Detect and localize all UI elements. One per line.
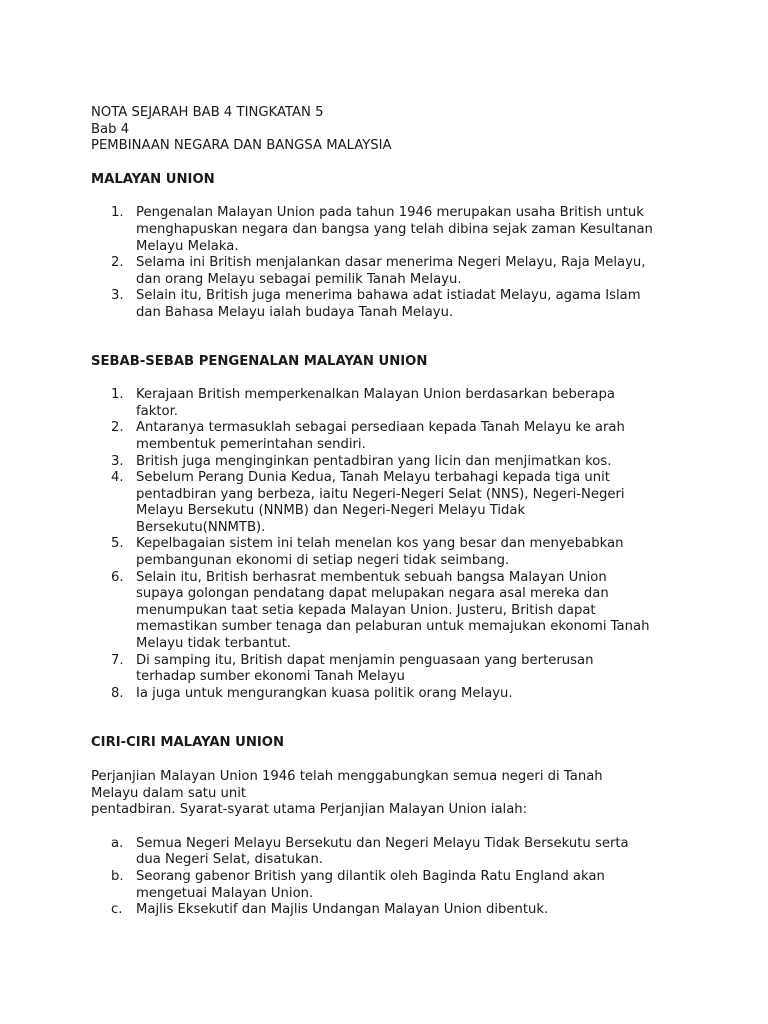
list-item-text: [136, 686, 691, 703]
list-item-text: [136, 869, 691, 902]
list-item-line: menumpukan taat setia kepada Malayan Union. Justeru, British dapat: [136, 602, 596, 618]
list-item-line: Antaranya termasuklah sebagai persediaan kepada Tanah Melayu ke arah: [136, 420, 625, 436]
list-marker: 7.: [111, 652, 124, 668]
numbered-list: [91, 205, 691, 321]
list-item-text: [136, 255, 691, 288]
document-header: [91, 105, 691, 155]
numbered-list: [91, 387, 691, 702]
list-item: [91, 869, 691, 902]
section-heading: SEBAB-SEBAB PENGENALAN MALAYAN UNION: [91, 353, 428, 369]
list-item-line: Pengenalan Malayan Union pada tahun 1946 merupakan usaha British untuk: [136, 205, 644, 221]
list-marker: 1.: [111, 205, 124, 221]
section-heading: MALAYAN UNION: [91, 171, 215, 187]
list-item: [91, 420, 691, 453]
list-item-line: Melayu tidak terbantut.: [136, 636, 292, 652]
list-item-line: membentuk pemerintahan sendiri.: [136, 436, 366, 452]
document-page: [91, 105, 691, 919]
list-item-line: Bersekutu(NNMTB).: [136, 519, 266, 535]
paragraph-line: pentadbiran. Syarat-syarat utama Perjanjian Malayan Union ialah:: [91, 802, 528, 818]
list-item-line: dan Bahasa Melayu ialah budaya Tanah Melayu.: [136, 304, 454, 320]
section-heading: CIRI-CIRI MALAYAN UNION: [91, 735, 285, 751]
list-item: [91, 836, 691, 869]
list-marker: c.: [111, 902, 123, 918]
lettered-list: [91, 836, 691, 919]
section-sebab-sebab: [91, 354, 691, 703]
paragraph-line: Melayu dalam satu unit: [91, 785, 247, 801]
list-item-line: Selain itu, British berhasrat membentuk sebuah bangsa Malayan Union: [136, 569, 607, 585]
list-item: [91, 653, 691, 686]
header-subtitle: PEMBINAAN NEGARA DAN BANGSA MALAYSIA: [91, 138, 392, 154]
list-item-line: pembangunan ekonomi di setiap negeri tidak seimbang.: [136, 553, 510, 569]
list-marker: 4.: [111, 470, 124, 486]
section-paragraph: [91, 769, 691, 819]
list-item-text: [136, 454, 691, 471]
list-item-line: Majlis Eksekutif dan Majlis Undangan Malayan Union dibentuk.: [136, 902, 549, 918]
header-title: NOTA SEJARAH BAB 4 TINGKATAN 5: [91, 105, 324, 120]
list-item-text: [136, 536, 691, 569]
list-item-line: menghapuskan negara dan bangsa yang telah dibina sejak zaman Kesultanan: [136, 221, 653, 237]
list-marker: b.: [111, 868, 124, 884]
list-marker: 5.: [111, 536, 124, 552]
list-item-line: supaya golongan pendatang dapat melupakan negara asal mereka dan: [136, 586, 609, 602]
list-item: [91, 387, 691, 420]
list-item: [91, 454, 691, 471]
section-malayan-union: [91, 172, 691, 322]
list-item-line: terhadap sumber ekonomi Tanah Melayu: [136, 669, 405, 685]
list-item: [91, 470, 691, 536]
list-item-text: [136, 902, 691, 919]
list-item-line: Melayu Bersekutu (NNMB) dan Negeri-Negeri Melayu Tidak: [136, 503, 526, 519]
list-marker: 6.: [111, 569, 124, 585]
list-marker: a.: [111, 835, 124, 851]
list-marker: 2.: [111, 420, 124, 436]
list-item: [91, 536, 691, 569]
list-marker: 2.: [111, 255, 124, 271]
list-item-text: [136, 570, 691, 653]
section-ciri-ciri: [91, 735, 691, 918]
list-item-text: [136, 420, 691, 453]
list-item-line: Melayu Melaka.: [136, 238, 239, 254]
list-item-line: memastikan sumber tenaga dan pelaburan untuk memajukan ekonomi Tanah: [136, 619, 650, 635]
list-marker: 3.: [111, 453, 124, 469]
list-item-line: Kepelbagaian sistem ini telah menelan kos yang besar dan menyebabkan: [136, 536, 624, 552]
list-item-line: pentadbiran yang berbeza, iaitu Negeri-Negeri Selat (NNS), Negeri-Negeri: [136, 486, 625, 502]
list-item-text: [136, 653, 691, 686]
list-item: [91, 288, 691, 321]
list-item-line: Ia juga untuk mengurangkan kuasa politik orang Melayu.: [136, 685, 513, 701]
list-item-line: British juga menginginkan pentadbiran yang licin dan menjimatkan kos.: [136, 453, 612, 469]
list-item-text: [136, 470, 691, 536]
list-item: [91, 686, 691, 703]
list-marker: 8.: [111, 685, 124, 701]
list-item-line: Seorang gabenor British yang dilantik oleh Baginda Ratu England akan: [136, 868, 605, 884]
list-item-text: [136, 387, 691, 420]
list-marker: 1.: [111, 387, 124, 403]
paragraph-line: Perjanjian Malayan Union 1946 telah menggabungkan semua negeri di Tanah: [91, 769, 603, 784]
list-item-line: Semua Negeri Melayu Bersekutu dan Negeri Melayu Tidak Bersekutu serta: [136, 835, 629, 851]
list-item-line: dan orang Melayu sebagai pemilik Tanah Melayu.: [136, 271, 462, 287]
list-item: [91, 255, 691, 288]
list-item-line: mengetuai Malayan Union.: [136, 885, 314, 901]
list-item-line: Selama ini British menjalankan dasar menerima Negeri Melayu, Raja Melayu,: [136, 255, 646, 271]
list-item-line: dua Negeri Selat, disatukan.: [136, 852, 324, 868]
list-item: [91, 205, 691, 255]
list-item: [91, 570, 691, 653]
list-item: [91, 902, 691, 919]
list-item-line: Di samping itu, British dapat menjamin penguasaan yang berterusan: [136, 652, 594, 668]
list-item-text: [136, 836, 691, 869]
list-item-line: Kerajaan British memperkenalkan Malayan Union berdasarkan beberapa: [136, 387, 615, 403]
list-item-line: Sebelum Perang Dunia Kedua, Tanah Melayu terbahagi kepada tiga unit: [136, 470, 610, 486]
list-item-text: [136, 288, 691, 321]
list-item-line: faktor.: [136, 403, 179, 419]
list-marker: 3.: [111, 288, 124, 304]
list-item-text: [136, 205, 691, 255]
list-item-line: Selain itu, British juga menerima bahawa adat istiadat Melayu, agama Islam: [136, 288, 641, 304]
header-chapter: Bab 4: [91, 121, 130, 137]
